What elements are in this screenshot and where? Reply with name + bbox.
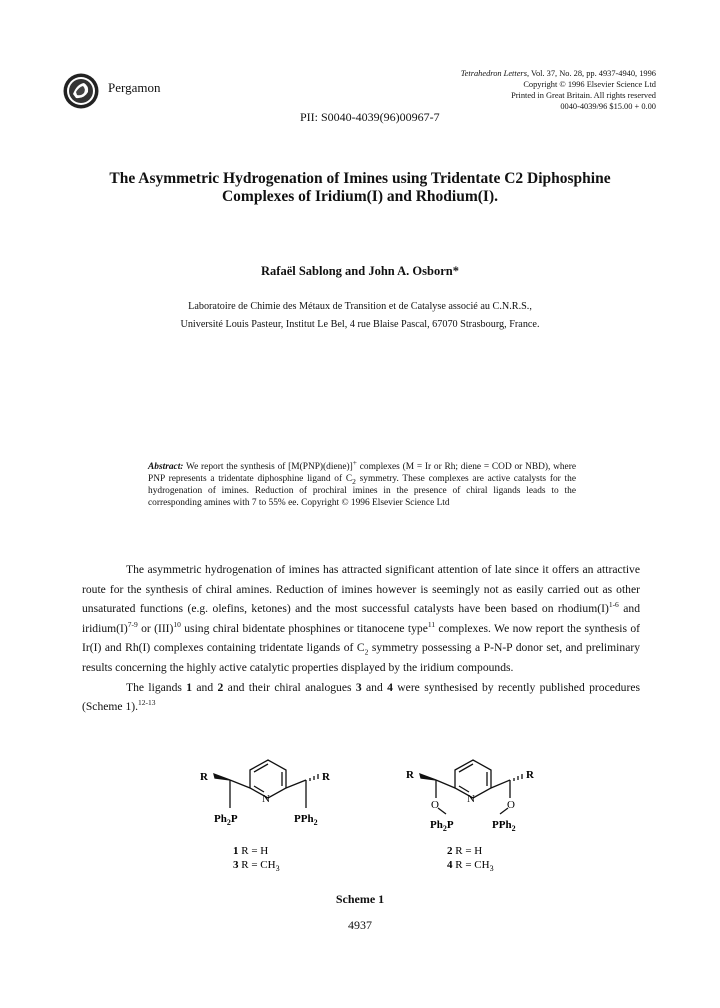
left-r-left: R	[200, 771, 208, 783]
left-n: N	[262, 793, 270, 805]
right-label-2: 2 R = H	[447, 845, 483, 857]
right-p-right: PPh$_2$	[492, 819, 516, 833]
right-label-4: 4 $R = CH_3$	[447, 859, 494, 873]
title-line-1: The Asymmetric Hydrogenation of Imines using Tridentate C2 Diphosphine	[109, 170, 611, 187]
affiliation-line-2: Université Louis Pasteur, Institut Le Bel, 4 rue Blaise Pascal, 67070 Strasbourg, France.	[180, 319, 540, 330]
right-o-right: O	[507, 799, 515, 811]
pergamon-logo	[62, 72, 100, 110]
left-r-right: R	[322, 771, 330, 783]
scheme-caption: Scheme 1	[335, 892, 385, 906]
paragraph-2: The ligands 1 and 2 and their chiral analogues 3 and 4 were synthesised by recently published procedures (Scheme 1).$^{12-13}$	[82, 680, 640, 714]
right-p-left: $Ph_2P$	[430, 819, 454, 833]
affiliation	[60, 298, 660, 334]
scheme-1-figure	[0, 750, 720, 910]
body-text	[82, 560, 640, 717]
paragraph-1: The asymmetric hydrogenation of imines has attracted significant attention of late since it offers an attractive route for the synthesis of chiral amines. Reduction of imines however is seemingly not as easily carried out as other unsaturated functions (e.g. olefins, ketones) and the most successful catalysts have been based on $rhodium(I)^{1-6}$ and $iridium(I)^{7-9}$ or (III)$^{10}$ using chiral bidentate phosphines or titanocene type$^{11}$ complexes. We now report the synthesis of Ir(I) and Rh(I) complexes containing tridentate ligands of $C_2$ symmetry possessing a P-N-P donor set, and preliminary results concerning the highly active catalytic properties displayed by the iridium compounds.	[82, 563, 640, 674]
right-n: N	[467, 793, 475, 805]
printed-line: Printed in Great Britain. All rights reserved	[511, 91, 656, 100]
affiliation-line-1: Laboratoire de Chimie des Métaux de Transition et de Catalyse associé au C.N.R.S.,	[188, 301, 532, 312]
right-r-left: R	[406, 769, 414, 781]
title-line-2: Complexes of Iridium(I) and Rhodium(I).	[221, 188, 498, 205]
abstract: Abstract: We report the synthesis of [M(PNP)(diene)]+ complexes (M = Ir or Rh; diene = COD or NBD), where PNP represents a tridentate diphosphine ligand of $C_2$ symmetry. These complexes are active catalysts for the hydrogenation of imines. Reduction of prochiral imines in the presence of chiral ligands leads to the corresponding amines with 7 to 55% ee. Copyright © 1996 Elsevier Science Ltd	[148, 457, 576, 508]
abstract-label: Abstract:	[148, 462, 184, 472]
left-p-right: PPh$_2$	[294, 813, 318, 827]
left-label-3: 3 $R = CH_3$	[233, 859, 280, 873]
price-line: 0040-4039/96 $15.00 + 0.00	[560, 102, 656, 111]
article-title	[60, 170, 660, 206]
right-o-left: O	[431, 799, 439, 811]
publisher-name: Pergamon	[108, 80, 161, 95]
pii: PII: S0040-4039(96)00967-7	[300, 110, 440, 124]
page-number: 4937	[348, 918, 372, 932]
left-label-1: 1 R = H	[233, 845, 269, 857]
journal-info	[461, 68, 656, 112]
left-p-left: $Ph_2P$	[214, 813, 238, 827]
right-r-right: R	[526, 769, 534, 781]
journal-citation: Tetrahedron Letters, Vol. 37, No. 28, pp. 4937-4940, 1996	[460, 69, 656, 78]
authors: Rafaël Sablong and John A. Osborn*	[261, 264, 459, 278]
copyright-line: Copyright © 1996 Elsevier Science Ltd	[523, 80, 656, 89]
